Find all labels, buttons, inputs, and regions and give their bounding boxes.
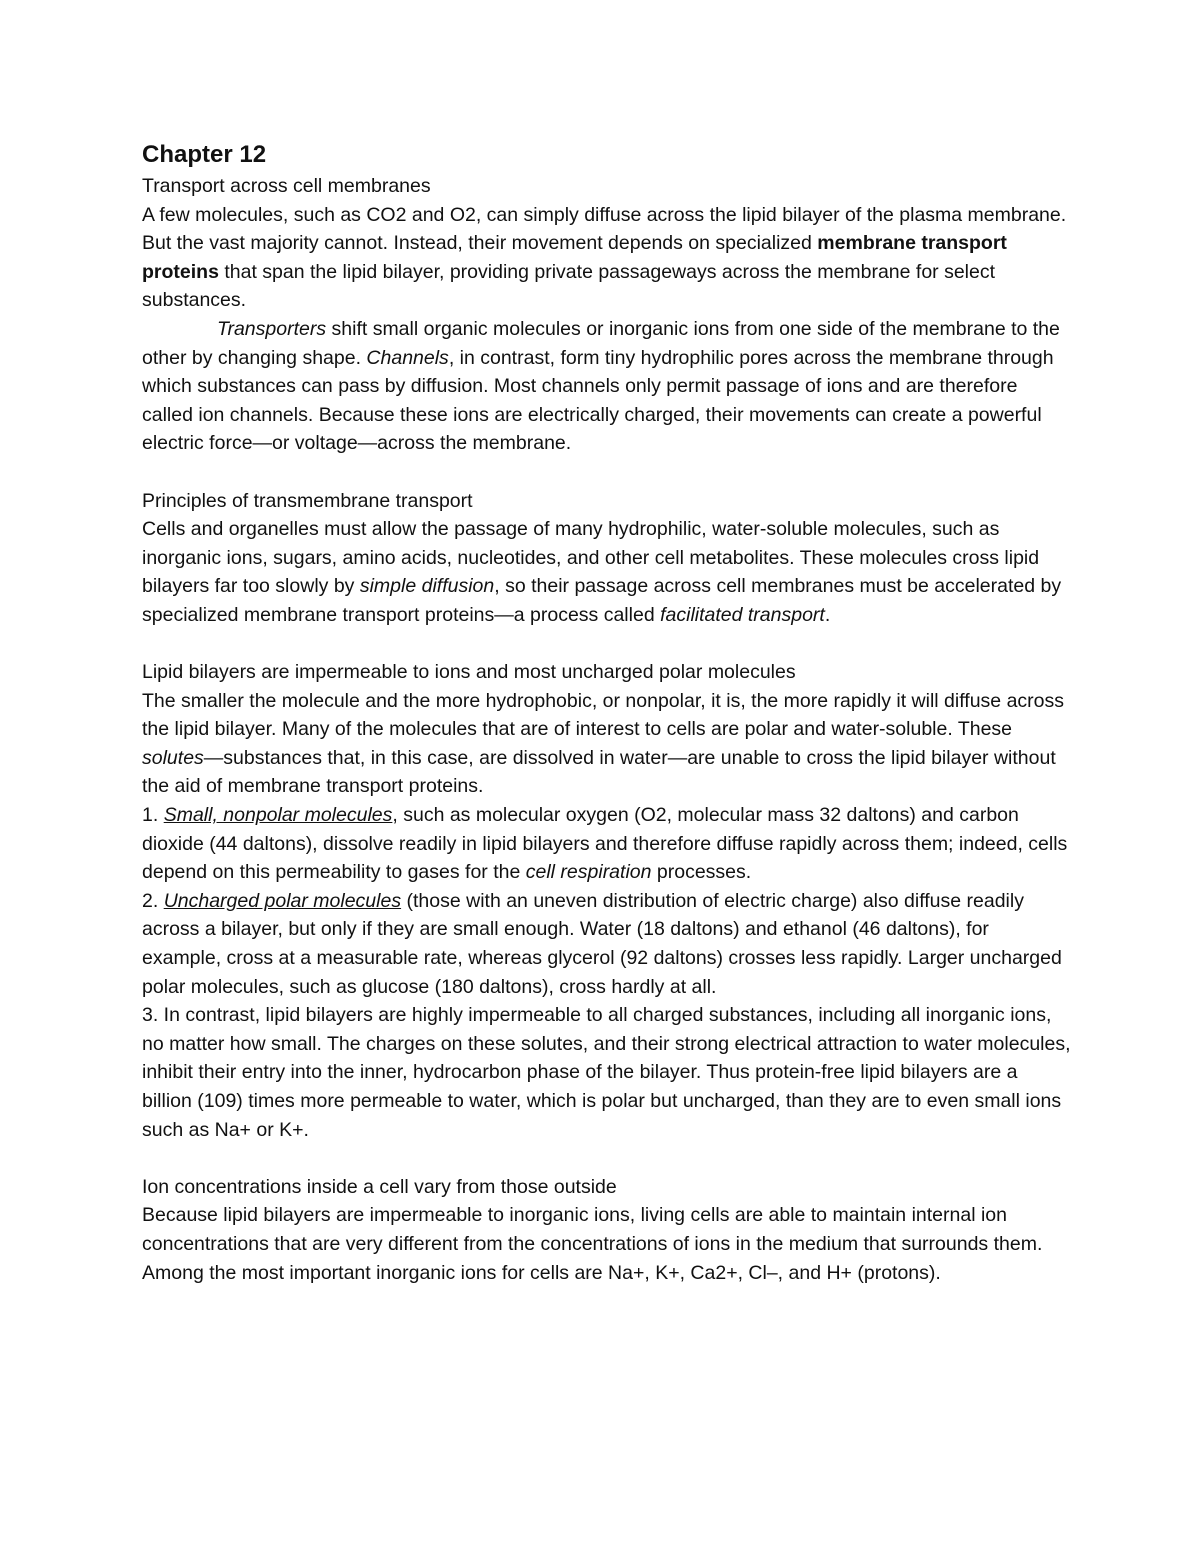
italic-term-facilitated-transport: facilitated transport (660, 603, 825, 626)
principles-text-b: , so their passage across cell membranes must be accelerated by specialized membrane transport proteins—a process called (142, 575, 1062, 626)
chapter-title: Chapter 12 (142, 141, 267, 168)
section-heading-lipid-bilayers: Lipid bilayers are impermeable to ions and most uncharged polar molecules (142, 661, 796, 684)
italic-term-simple-diffusion: simple diffusion (359, 575, 495, 598)
lipid-text-a: The smaller the molecule and the more hydrophobic, or nonpolar, it is, the more rapidly it will diffuse across the lipid bilayer. Many of the molecules that are of interest to cells are polar and water-soluble. These (142, 689, 1065, 741)
italic-term-transporters: Transporters (217, 317, 327, 340)
blank-line (142, 458, 1072, 487)
intro-text-c: shift small organic molecules or inorganic ions from one side of the membrane to the other by changing shape. (142, 317, 1060, 369)
principles-text-a: Cells and organelles must allow the passage of many hydrophilic, water-soluble molecules, such as inorganic ions, sugars, amino acids, nucleotides, and other cell metabolites. These molecules cross lipid bilayers far too slowly by (142, 518, 1040, 598)
principles-paragraph (142, 515, 1072, 629)
underlined-term-uncharged-polar-molecules: Uncharged polar molecules (163, 889, 402, 912)
blank-line (142, 1144, 1072, 1173)
section-heading-ion-concentrations: Ion concentrations inside a cell vary from those outside (142, 1175, 617, 1198)
list-item-1-text-b: processes. (651, 861, 752, 884)
list-number-2: 2. (142, 889, 164, 912)
blank-line (142, 630, 1072, 659)
lipid-text-b: —substances that, in this case, are dissolved in water—are unable to cross the lipid bilayer without the aid of membrane transport proteins. (142, 746, 1056, 798)
ions-paragraph: Because lipid bilayers are impermeable to inorganic ions, living cells are able to maintain internal ion concentrations that are very different from the concentrations of ions in the medium that surrounds them. Among the most important inorganic ions for cells are Na+, K+, Ca2+, Cl–, and H+ (protons). (142, 1204, 1043, 1284)
bold-term-membrane-transport-proteins: membrane transport proteins (142, 232, 1007, 283)
intro-text-d: , in contrast, form tiny hydrophilic pores across the membrane through which substances can pass by diffusion. Most channels only permit passage of ions and are therefore called ion channels. Because these ions are electrically charged, their movements can create a powerful electric force—or voltage—across the membrane. (142, 346, 1054, 455)
intro-paragraph-2 (142, 315, 1072, 458)
list-item-1 (142, 801, 1072, 887)
lipid-paragraph (142, 687, 1072, 801)
italic-term-solutes: solutes (142, 746, 204, 769)
chapter-subtitle: Transport across cell membranes (142, 175, 431, 197)
list-item-2-text: (those with an uneven distribution of electric charge) also diffuse readily across a bilayer, but only if they are small enough. Water (18 daltons) and ethanol (46 daltons), for example, cross at a measurable rate, whereas glycerol (92 daltons) crosses less rapidly. Larger uncharged polar molecules, such as glucose (180 daltons), cross hardly at all. (142, 889, 1062, 998)
intro-text-b: that span the lipid bilayer, providing private passageways across the membrane for select substances. (142, 260, 996, 312)
italic-term-channels: Channels (366, 346, 449, 369)
intro-text-a: A few molecules, such as CO2 and O2, can simply diffuse across the lipid bilayer of the plasma membrane. But the vast majority cannot. Instead, their movement depends on specialized (142, 203, 1067, 255)
intro-paragraph-1 (142, 201, 1072, 315)
section-heading-principles: Principles of transmembrane transport (142, 489, 473, 512)
list-number-1: 1. (142, 804, 164, 827)
document-page (142, 138, 1072, 1287)
list-item-2 (142, 887, 1072, 1001)
list-item-1-text-a: , such as molecular oxygen (O2, molecular mass 32 daltons) and carbon dioxide (44 daltons), dissolve readily in lipid bilayers and therefore diffuse rapidly across them; indeed, cells depend on this permeability to gases for the (142, 804, 1068, 884)
principles-text-c: . (824, 603, 831, 626)
underlined-term-small-nonpolar-molecules: Small, nonpolar molecules (163, 804, 393, 827)
list-item-3: 3. In contrast, lipid bilayers are highly impermeable to all charged substances, including all inorganic ions, no matter how small. The charges on these solutes, and their strong electrical attraction to water molecules, inhibit their entry into the inner, hydrocarbon phase of the bilayer. Thus protein-free lipid bilayers are a billion (109) times more permeable to water, which is polar but uncharged, than they are to even small ions such as Na+ or K+. (142, 1004, 1071, 1141)
italic-term-cell-respiration: cell respiration (525, 861, 652, 884)
